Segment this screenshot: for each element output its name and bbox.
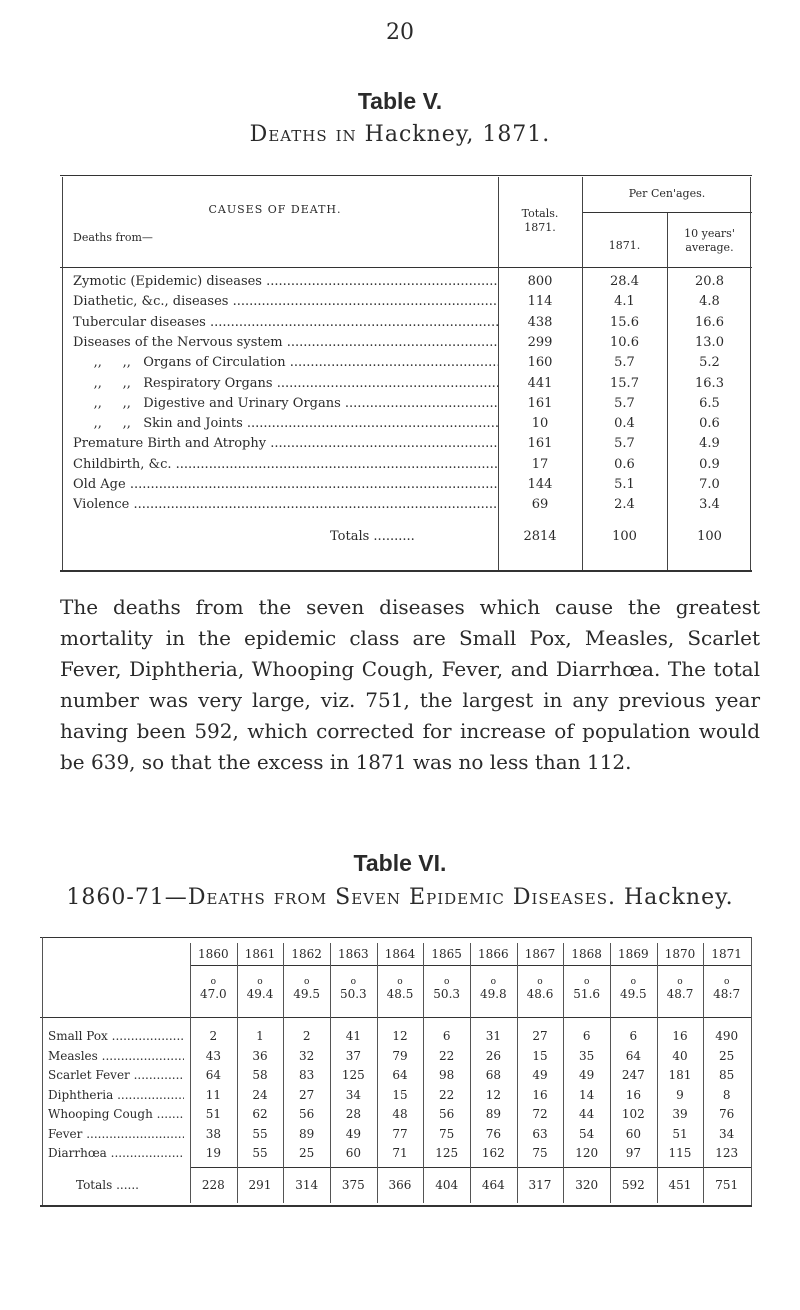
header-per-centages: Per Cen'ages.	[628, 187, 706, 200]
disease-value: 8	[722, 1087, 731, 1102]
disease-value: 62	[252, 1107, 268, 1121]
body-paragraph: The deaths from the seven diseases which cause the greatest mortality in the epidemic class are Small Pox, Measles, Scarlet Fever, Diphtheria, Whooping Cough, Fever, and Diarrhœa. The total number was very large, viz. 751, the largest in any previous year having been 592, which corrected for increase of population would be 639, so that the excess in 1871 was no less than 112.	[60, 595, 760, 774]
cause-pc1871: 4.1	[614, 294, 635, 310]
t6-total-value: 751	[715, 1178, 739, 1192]
disease-value: 36	[252, 1048, 268, 1063]
cause-pc1871: 0.4	[614, 416, 635, 432]
degree-mark: o	[490, 977, 497, 987]
disease-value: 72	[532, 1107, 548, 1121]
temperature-value: 48.7	[666, 987, 694, 1001]
cause-total: 17	[531, 456, 549, 472]
disease-label: Measles .....	[48, 1049, 184, 1063]
cause-avg: 4.8	[699, 294, 720, 310]
temperature-value: 49.4	[246, 987, 274, 1001]
disease-value: 38	[205, 1126, 221, 1141]
cause-avg: 20.8	[695, 274, 724, 289]
disease-value: 77	[392, 1126, 408, 1141]
disease-value: 15	[532, 1048, 548, 1063]
degree-mark: o	[210, 977, 217, 987]
disease-value: 490	[715, 1029, 739, 1043]
cause-avg: 6.5	[699, 395, 720, 411]
disease-value: 2	[302, 1029, 311, 1043]
disease-value: 22	[439, 1048, 455, 1063]
cause-label: Zymotic (Epidemic) diseases .....	[73, 272, 498, 292]
cause-pc1871: 5.7	[614, 436, 635, 452]
temperature-cell	[377, 977, 424, 1001]
temperature-cell	[657, 977, 704, 1001]
year-header: 1865	[431, 947, 462, 961]
disease-value: 16	[672, 1029, 688, 1043]
temperature-cell	[190, 977, 237, 1001]
disease-value: 162	[481, 1146, 505, 1160]
disease-value: 37	[345, 1048, 361, 1063]
disease-value: 41	[345, 1029, 361, 1043]
year-header: 1864	[384, 947, 416, 961]
table5-subtitle-place: Hackney, 1871.	[356, 122, 551, 147]
disease-value: 12	[392, 1029, 408, 1043]
cause-label: ,, ,, Digestive and Urinary Organs .....	[73, 394, 498, 414]
temperature-cell	[517, 977, 564, 1001]
table5-row	[60, 394, 752, 414]
cause-pc1871: 10.6	[610, 334, 639, 350]
t6-left-border	[42, 937, 43, 1205]
cause-total: 800	[527, 274, 553, 289]
disease-value: 39	[672, 1107, 688, 1121]
disease-value: 11	[205, 1087, 221, 1102]
disease-value: 12	[485, 1087, 501, 1102]
header-totals: Totals.	[521, 207, 559, 220]
totals-label: Totals ..........	[330, 529, 415, 544]
cause-avg: 4.9	[699, 436, 720, 452]
disease-value: 49	[579, 1068, 595, 1082]
temperature-value: 48.5	[386, 987, 414, 1001]
table5-row	[60, 475, 752, 495]
year-header: 1868	[571, 947, 602, 961]
cause-pc1871: 28.4	[610, 274, 639, 289]
disease-value: 181	[668, 1068, 692, 1082]
t6-header-rule	[40, 1017, 752, 1018]
cause-label: Violence .....	[73, 495, 498, 515]
degree-mark: o	[443, 977, 450, 987]
table5-row	[60, 414, 752, 434]
t6-total-value: 592	[621, 1178, 645, 1192]
t6-bottom-rule	[40, 1205, 752, 1207]
table6-subtitle-place: Hackney.	[615, 885, 734, 910]
disease-value: 9	[676, 1087, 684, 1102]
disease-value: 125	[435, 1146, 459, 1160]
disease-value: 14	[579, 1087, 595, 1102]
disease-value: 71	[392, 1146, 408, 1160]
disease-value: 32	[299, 1048, 315, 1063]
cause-pc1871: 15.6	[610, 314, 639, 330]
temperature-cell	[610, 977, 657, 1001]
disease-label: Whooping Cough .....	[48, 1107, 184, 1121]
t6-total-value: 314	[295, 1178, 319, 1192]
cause-total: 161	[527, 436, 553, 452]
totals-total: 2814	[523, 529, 557, 544]
t6-total-value: 451	[668, 1178, 692, 1192]
disease-value: 89	[485, 1107, 501, 1121]
cause-label: Tubercular diseases .....	[73, 313, 498, 333]
disease-value: 76	[485, 1126, 501, 1141]
disease-value: 28	[345, 1107, 361, 1121]
cause-label: ,, ,, Organs of Circulation .....	[73, 353, 498, 373]
disease-value: 25	[299, 1146, 315, 1160]
t6-totals-label: Totals ......	[76, 1178, 139, 1192]
header-deaths-from: Deaths from—	[73, 231, 153, 244]
t6-total-value: 291	[248, 1178, 272, 1192]
year-header: 1870	[664, 947, 696, 961]
temperature-value: 49.5	[619, 987, 647, 1001]
disease-value: 27	[532, 1029, 548, 1043]
cause-label: ,, ,, Skin and Joints .....	[73, 414, 498, 434]
cause-total: 438	[527, 314, 553, 330]
disease-value: 54	[579, 1126, 595, 1141]
disease-value: 43	[205, 1048, 221, 1063]
totals-avg: 100	[697, 529, 722, 544]
disease-value: 123	[715, 1146, 739, 1160]
disease-value: 34	[719, 1126, 735, 1141]
disease-value: 58	[252, 1068, 268, 1082]
disease-value: 48	[392, 1107, 408, 1121]
disease-label: Fever .....	[48, 1127, 184, 1141]
temperature-value: 47.0	[199, 987, 227, 1001]
disease-value: 6	[442, 1029, 451, 1043]
year-header: 1871	[711, 947, 742, 961]
header-10yr-2: average.	[685, 241, 734, 254]
disease-value: 98	[439, 1068, 455, 1082]
t6-sum-rule	[190, 1167, 752, 1168]
disease-value: 60	[625, 1126, 641, 1141]
disease-value: 27	[299, 1087, 315, 1102]
header-causes: CAUSES OF DEATH.	[208, 203, 342, 216]
year-header: 1861	[244, 947, 276, 961]
disease-value: 51	[672, 1126, 688, 1141]
disease-value: 56	[439, 1107, 455, 1121]
cause-avg: 16.3	[695, 375, 724, 391]
disease-value: 75	[532, 1146, 548, 1160]
temperature-cell	[423, 977, 470, 1001]
table5-row	[60, 353, 752, 373]
temperature-value: 48:7	[713, 987, 741, 1001]
disease-value: 64	[205, 1068, 221, 1082]
t6-total-value: 320	[575, 1178, 599, 1192]
cause-pc1871: 0.6	[614, 456, 635, 472]
cause-pc1871: 5.7	[614, 395, 635, 411]
t6-top-rule	[40, 937, 752, 938]
cause-total: 441	[527, 375, 553, 391]
disease-value: 22	[439, 1087, 455, 1102]
t6-total-value: 228	[201, 1178, 225, 1192]
cause-pc1871: 2.4	[614, 497, 635, 513]
cause-avg: 3.4	[699, 497, 720, 513]
cause-label: Diathetic, &c., diseases .....	[73, 292, 498, 312]
temperature-cell	[237, 977, 284, 1001]
disease-value: 79	[392, 1048, 408, 1063]
disease-value: 40	[672, 1048, 688, 1063]
disease-value: 34	[345, 1087, 361, 1102]
table6	[40, 937, 760, 1217]
disease-label: Scarlet Fever .....	[48, 1068, 184, 1082]
degree-mark: o	[677, 977, 683, 987]
table6-title: Table VI.	[353, 850, 447, 876]
disease-value: 64	[625, 1048, 641, 1063]
cause-avg: 0.6	[699, 416, 720, 432]
cause-total: 10	[531, 416, 549, 432]
disease-value: 1	[256, 1029, 264, 1043]
t6-year-rule	[190, 965, 752, 966]
table5-row	[60, 495, 752, 515]
table5-top-rule	[60, 175, 752, 176]
disease-value: 44	[579, 1107, 595, 1121]
disease-value: 2	[209, 1029, 218, 1043]
disease-value: 31	[485, 1029, 501, 1043]
cause-total: 299	[527, 334, 553, 350]
temperature-value: 51.6	[573, 987, 601, 1001]
degree-mark: o	[397, 977, 403, 987]
cause-pc1871: 15.7	[610, 375, 639, 391]
disease-value: 83	[299, 1068, 315, 1082]
table5-totals-row	[60, 527, 752, 547]
t6-total-value: 404	[435, 1178, 459, 1192]
table6-subtitle-sc: Deaths from Seven Epidemic Diseases.	[187, 885, 616, 910]
disease-value: 15	[392, 1087, 408, 1102]
disease-value: 6	[582, 1029, 591, 1043]
temperature-value: 50.3	[339, 987, 367, 1001]
cause-total: 161	[527, 395, 553, 411]
table5-row	[60, 374, 752, 394]
table5-row	[60, 272, 752, 292]
degree-mark: o	[630, 977, 637, 987]
cause-avg: 7.0	[699, 477, 720, 492]
disease-value: 51	[205, 1107, 221, 1121]
disease-value: 26	[485, 1048, 501, 1063]
cause-total: 114	[527, 294, 553, 310]
disease-value: 89	[299, 1126, 315, 1141]
t6-right-border	[751, 937, 752, 1205]
table5-row	[60, 455, 752, 475]
cause-avg: 13.0	[695, 334, 724, 350]
disease-value: 125	[341, 1068, 365, 1082]
year-header: 1866	[478, 947, 509, 961]
disease-value: 102	[621, 1107, 645, 1121]
disease-value: 49	[532, 1068, 548, 1082]
t6-total-value: 366	[388, 1178, 412, 1192]
table5-row	[60, 333, 752, 353]
year-header: 1862	[291, 947, 322, 961]
disease-value: 56	[299, 1107, 315, 1121]
cause-avg: 5.2	[699, 355, 720, 371]
disease-value: 55	[252, 1126, 268, 1141]
table5-subtitle-prefix: D	[249, 122, 269, 147]
cause-pc1871: 5.7	[614, 355, 635, 371]
disease-value: 60	[345, 1146, 361, 1160]
temperature-value: 49.8	[479, 987, 507, 1001]
disease-value: 35	[579, 1048, 595, 1063]
temperature-cell	[563, 977, 610, 1001]
disease-value: 75	[439, 1126, 455, 1141]
cause-avg: 16.6	[695, 314, 724, 330]
header-totals-year: 1871.	[524, 221, 556, 234]
disease-value: 6	[629, 1029, 638, 1043]
degree-mark: o	[303, 977, 310, 987]
temperature-value: 50.3	[433, 987, 461, 1001]
disease-value: 16	[532, 1087, 548, 1102]
cause-pc1871: 5.1	[614, 477, 635, 492]
cause-label: ,, ,, Respiratory Organs .....	[73, 374, 498, 394]
temperature-value: 48.6	[526, 987, 554, 1001]
temperature-cell	[703, 977, 750, 1001]
year-header: 1867	[524, 947, 556, 961]
disease-value: 63	[532, 1126, 548, 1141]
header-10yr-1: 10 years'	[684, 227, 735, 240]
degree-mark: o	[350, 977, 357, 987]
table5-header-rule	[60, 267, 752, 268]
t6-total-value: 317	[528, 1178, 552, 1192]
cause-label: Old Age .....	[73, 475, 498, 495]
temperature-cell	[470, 977, 517, 1001]
table5-row	[60, 434, 752, 454]
temperature-cell	[330, 977, 377, 1001]
disease-label: Diarrhœa .....	[48, 1146, 184, 1160]
cause-label: Diseases of the Nervous system .....	[73, 333, 498, 353]
disease-value: 25	[719, 1048, 735, 1063]
header-col-1871: 1871.	[608, 239, 641, 252]
table6-subtitle-years: 1860-71—	[66, 885, 188, 910]
disease-value: 16	[625, 1087, 641, 1102]
t6-total-value: 464	[481, 1178, 505, 1192]
disease-label: Diphtheria .....	[48, 1088, 184, 1102]
disease-value: 115	[668, 1146, 692, 1160]
disease-value: 120	[575, 1146, 599, 1160]
totals-pc1871: 100	[612, 529, 637, 544]
disease-value: 19	[205, 1146, 221, 1160]
year-header: 1860	[198, 947, 229, 961]
table5-bottom-rule	[60, 570, 752, 572]
degree-mark: o	[583, 977, 590, 987]
disease-value: 49	[345, 1126, 361, 1141]
page-number: 20	[386, 20, 414, 45]
table6-subtitle	[0, 885, 800, 910]
disease-value: 76	[719, 1107, 735, 1121]
cause-total: 69	[531, 497, 549, 513]
disease-label: Small Pox .....	[48, 1029, 184, 1043]
degree-mark: o	[257, 977, 263, 987]
disease-value: 24	[252, 1087, 268, 1102]
cause-avg: 0.9	[699, 456, 720, 472]
disease-value: 68	[485, 1068, 501, 1082]
temperature-value: 49.5	[293, 987, 321, 1001]
disease-value: 55	[252, 1146, 268, 1160]
cause-label: Premature Birth and Atrophy .....	[73, 434, 498, 454]
table5-subtitle-sc: eaths in	[268, 122, 357, 147]
degree-mark: o	[723, 977, 730, 987]
t6-total-value: 375	[341, 1178, 365, 1192]
degree-mark: o	[537, 977, 543, 987]
disease-value: 64	[392, 1068, 408, 1082]
table5	[60, 175, 752, 575]
table5-row	[60, 292, 752, 312]
disease-value: 247	[621, 1068, 645, 1082]
disease-value: 97	[625, 1146, 641, 1160]
table5-subtitle	[0, 122, 800, 147]
cause-label: Childbirth, &c. .....	[73, 455, 498, 475]
disease-value: 85	[719, 1068, 735, 1082]
year-header: 1869	[618, 947, 649, 961]
year-header: 1863	[338, 947, 369, 961]
table5-title: Table V.	[357, 88, 443, 114]
cause-total: 160	[527, 355, 553, 371]
temperature-cell	[283, 977, 330, 1001]
cause-total: 144	[527, 477, 553, 492]
table5-row	[60, 313, 752, 333]
